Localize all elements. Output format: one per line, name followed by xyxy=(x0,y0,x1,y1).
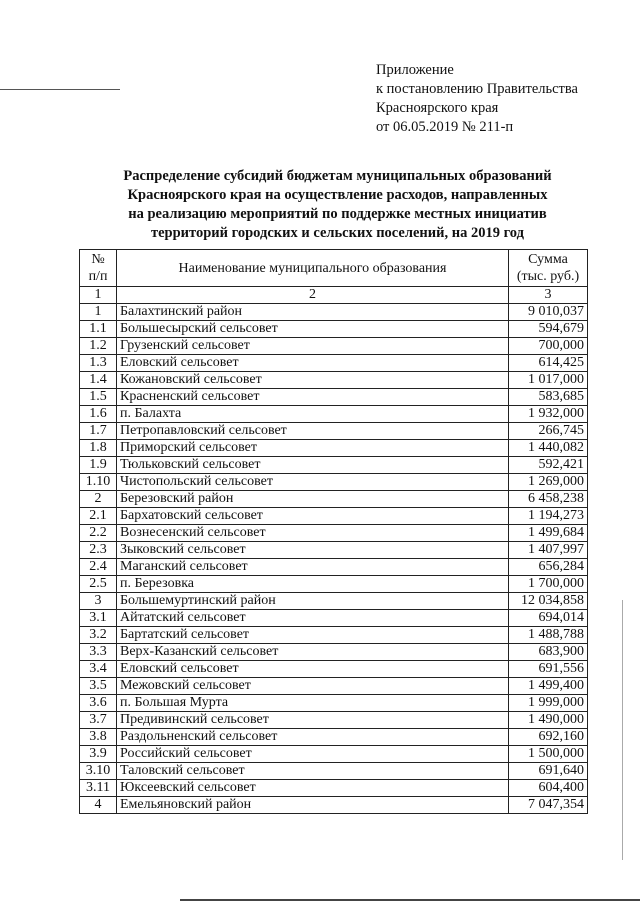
row-name: Предивинский сельсовет xyxy=(117,712,509,729)
table-header-row xyxy=(80,250,588,287)
row-name: Березовский район xyxy=(117,491,509,508)
header-number-line1: № xyxy=(91,252,105,267)
row-sum: 1 932,000 xyxy=(509,406,588,423)
table-row xyxy=(80,729,588,746)
table-row xyxy=(80,389,588,406)
title-line: Распределение субсидий бюджетам муниципальных образований xyxy=(123,168,552,184)
table-row xyxy=(80,763,588,780)
row-number: 1.6 xyxy=(80,406,117,423)
row-number: 3.9 xyxy=(80,746,117,763)
row-name: Тюльковский сельсовет xyxy=(117,457,509,474)
row-name: Бархатовский сельсовет xyxy=(117,508,509,525)
header-number-line2: п/п xyxy=(88,269,108,284)
table-row xyxy=(80,423,588,440)
header-name: Наименование муниципального образования xyxy=(117,250,509,287)
row-name: Таловский сельсовет xyxy=(117,763,509,780)
row-sum: 9 010,037 xyxy=(509,304,588,321)
row-number: 1.9 xyxy=(80,457,117,474)
title-line: на реализацию мероприятий по поддержке местных инициатив xyxy=(128,206,547,222)
table-row xyxy=(80,338,588,355)
row-name: Верх-Казанский сельсовет xyxy=(117,644,509,661)
row-sum: 583,685 xyxy=(509,389,588,406)
table-row xyxy=(80,627,588,644)
row-number: 2 xyxy=(80,491,117,508)
row-number: 1.7 xyxy=(80,423,117,440)
row-name: Еловский сельсовет xyxy=(117,355,509,372)
row-number: 3.2 xyxy=(80,627,117,644)
table-row xyxy=(80,491,588,508)
row-sum: 700,000 xyxy=(509,338,588,355)
row-name: Бартатский сельсовет xyxy=(117,627,509,644)
row-name: п. Балахта xyxy=(117,406,509,423)
header-sum-line2: (тыс. руб.) xyxy=(516,269,580,284)
table-row xyxy=(80,474,588,491)
row-number: 3.10 xyxy=(80,763,117,780)
row-sum: 1 999,000 xyxy=(509,695,588,712)
row-number: 1.5 xyxy=(80,389,117,406)
footer-rule xyxy=(180,899,640,901)
scan-edge-line xyxy=(622,600,623,860)
row-name: п. Большая Мурта xyxy=(117,695,509,712)
row-number: 2.1 xyxy=(80,508,117,525)
row-name: Вознесенский сельсовет xyxy=(117,525,509,542)
row-sum: 594,679 xyxy=(509,321,588,338)
row-name: Айтатский сельсовет xyxy=(117,610,509,627)
row-sum: 592,421 xyxy=(509,457,588,474)
table-row xyxy=(80,576,588,593)
row-sum: 614,425 xyxy=(509,355,588,372)
row-sum: 7 047,354 xyxy=(509,797,588,814)
row-number: 1.10 xyxy=(80,474,117,491)
column-index: 1 xyxy=(80,287,117,304)
row-sum: 691,640 xyxy=(509,763,588,780)
table-row xyxy=(80,644,588,661)
column-index-row xyxy=(80,287,588,304)
row-number: 1.4 xyxy=(80,372,117,389)
row-number: 3.6 xyxy=(80,695,117,712)
row-name: Балахтинский район xyxy=(117,304,509,321)
row-number: 2.4 xyxy=(80,559,117,576)
row-number: 1.1 xyxy=(80,321,117,338)
table-row xyxy=(80,661,588,678)
row-name: Большесырский сельсовет xyxy=(117,321,509,338)
table-body xyxy=(80,287,588,814)
appendix-line: от 06.05.2019 № 211-п xyxy=(376,119,514,135)
row-sum: 604,400 xyxy=(509,780,588,797)
row-sum: 1 488,788 xyxy=(509,627,588,644)
table-row xyxy=(80,712,588,729)
row-name: Приморский сельсовет xyxy=(117,440,509,457)
table-row xyxy=(80,440,588,457)
row-number: 2.3 xyxy=(80,542,117,559)
appendix-line: Красноярского края xyxy=(376,100,499,116)
table-row xyxy=(80,406,588,423)
table-row xyxy=(80,304,588,321)
row-sum: 656,284 xyxy=(509,559,588,576)
row-sum: 1 700,000 xyxy=(509,576,588,593)
row-number: 3.8 xyxy=(80,729,117,746)
row-name: Российский сельсовет xyxy=(117,746,509,763)
header-sum-line1: Сумма xyxy=(528,252,568,267)
row-name: п. Березовка xyxy=(117,576,509,593)
row-sum: 12 034,858 xyxy=(509,593,588,610)
header-number xyxy=(80,250,117,287)
row-sum: 1 440,082 xyxy=(509,440,588,457)
row-sum: 1 500,000 xyxy=(509,746,588,763)
row-number: 3 xyxy=(80,593,117,610)
header-sum xyxy=(509,250,588,287)
table-row xyxy=(80,678,588,695)
row-name: Зыковский сельсовет xyxy=(117,542,509,559)
row-number: 3.1 xyxy=(80,610,117,627)
table-row xyxy=(80,610,588,627)
column-index: 2 xyxy=(117,287,509,304)
table-row xyxy=(80,746,588,763)
row-sum: 6 458,238 xyxy=(509,491,588,508)
document-title xyxy=(60,167,615,243)
table-row xyxy=(80,355,588,372)
subsidy-table xyxy=(79,249,588,814)
appendix-line: к постановлению Правительства xyxy=(376,81,578,97)
row-number: 3.4 xyxy=(80,661,117,678)
row-sum: 1 269,000 xyxy=(509,474,588,491)
row-sum: 1 017,000 xyxy=(509,372,588,389)
row-number: 2.2 xyxy=(80,525,117,542)
row-number: 1.8 xyxy=(80,440,117,457)
row-name: Большемуртинский район xyxy=(117,593,509,610)
row-name: Межовский сельсовет xyxy=(117,678,509,695)
row-number: 1 xyxy=(80,304,117,321)
table-row xyxy=(80,559,588,576)
row-sum: 1 194,273 xyxy=(509,508,588,525)
row-name: Красненский сельсовет xyxy=(117,389,509,406)
row-name: Юксеевский сельсовет xyxy=(117,780,509,797)
row-number: 3.5 xyxy=(80,678,117,695)
table-row xyxy=(80,542,588,559)
appendix-block xyxy=(376,61,578,137)
row-name: Кожановский сельсовет xyxy=(117,372,509,389)
table-row xyxy=(80,780,588,797)
header-rule xyxy=(0,89,120,90)
row-sum: 683,900 xyxy=(509,644,588,661)
row-name: Еловский сельсовет xyxy=(117,661,509,678)
row-name: Раздольненский сельсовет xyxy=(117,729,509,746)
row-number: 2.5 xyxy=(80,576,117,593)
table-row xyxy=(80,797,588,814)
row-sum: 1 499,400 xyxy=(509,678,588,695)
table-row xyxy=(80,508,588,525)
column-index: 3 xyxy=(509,287,588,304)
row-number: 3.7 xyxy=(80,712,117,729)
row-sum: 1 490,000 xyxy=(509,712,588,729)
title-line: Красноярского края на осуществление расходов, направленных xyxy=(127,187,548,203)
row-sum: 691,556 xyxy=(509,661,588,678)
row-name: Емельяновский район xyxy=(117,797,509,814)
row-sum: 692,160 xyxy=(509,729,588,746)
row-name: Грузенский сельсовет xyxy=(117,338,509,355)
table-row xyxy=(80,593,588,610)
row-number: 1.2 xyxy=(80,338,117,355)
table-row xyxy=(80,695,588,712)
row-sum: 1 407,997 xyxy=(509,542,588,559)
row-number: 4 xyxy=(80,797,117,814)
row-name: Чистопольский сельсовет xyxy=(117,474,509,491)
title-line: территорий городских и сельских поселений, на 2019 год xyxy=(151,225,524,241)
row-name: Петропавловский сельсовет xyxy=(117,423,509,440)
table-row xyxy=(80,525,588,542)
row-sum: 266,745 xyxy=(509,423,588,440)
row-number: 1.3 xyxy=(80,355,117,372)
table-row xyxy=(80,372,588,389)
appendix-line: Приложение xyxy=(376,62,454,78)
table-row xyxy=(80,321,588,338)
row-sum: 1 499,684 xyxy=(509,525,588,542)
row-number: 3.3 xyxy=(80,644,117,661)
row-sum: 694,014 xyxy=(509,610,588,627)
row-name: Маганский сельсовет xyxy=(117,559,509,576)
table-row xyxy=(80,457,588,474)
row-number: 3.11 xyxy=(80,780,117,797)
